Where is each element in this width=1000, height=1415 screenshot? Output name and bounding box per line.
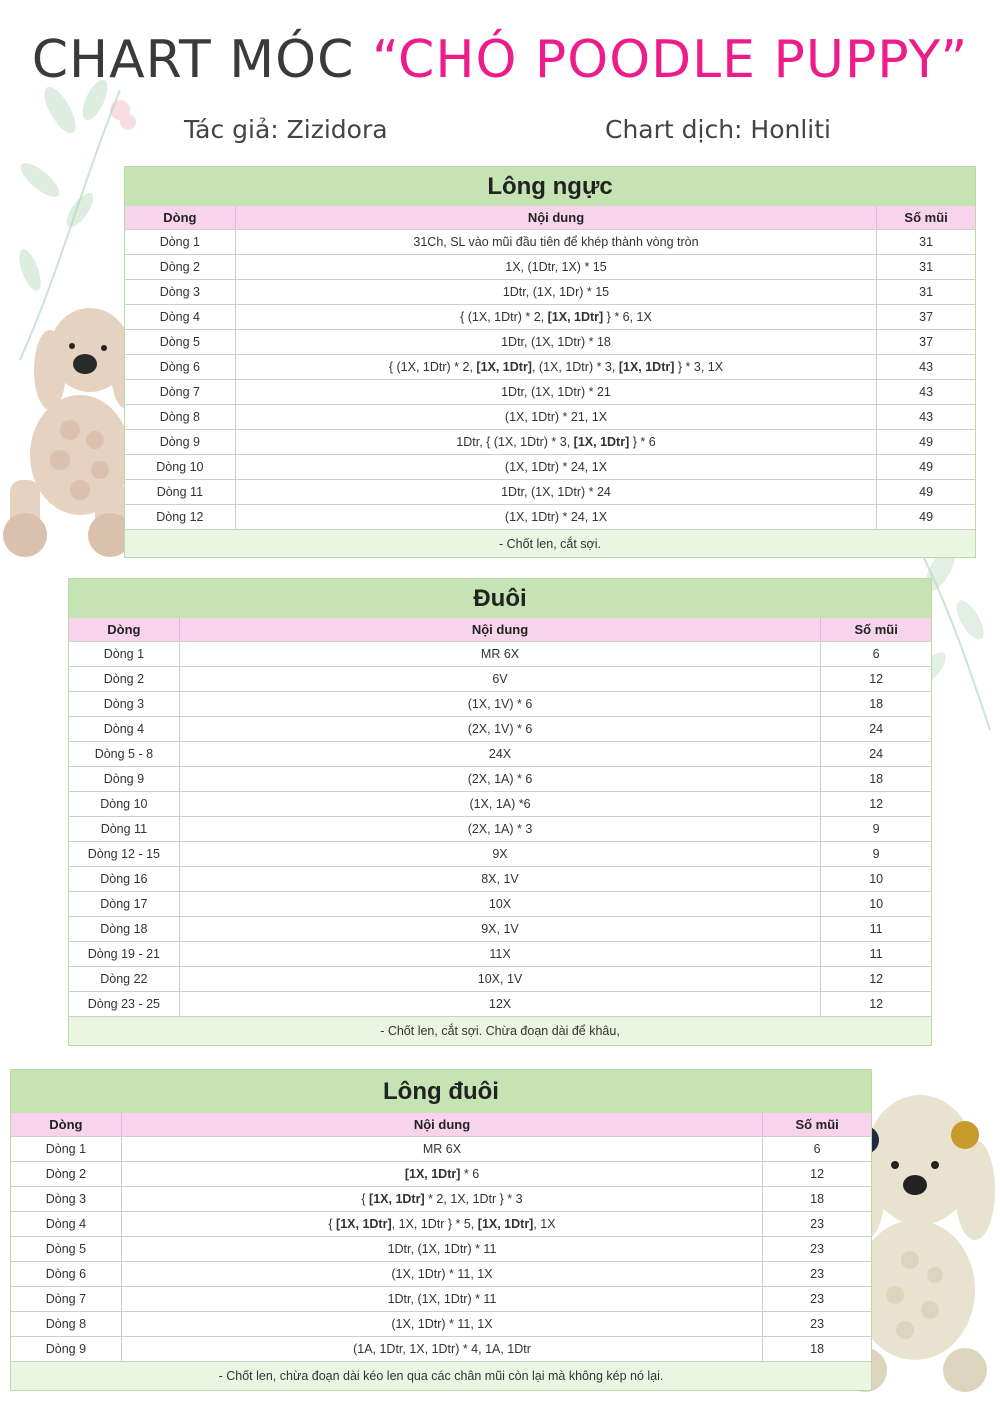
row-label: Dòng 8 [159, 410, 201, 424]
row-instruction [179, 942, 821, 966]
row-label: Dòng 2 [45, 1167, 87, 1181]
row-label: Dòng 3 [159, 285, 201, 299]
row-instruction [179, 892, 821, 916]
instruction-segment: 10X [488, 897, 512, 911]
row-label: Dòng 18 [100, 922, 148, 936]
row-instruction [179, 642, 821, 666]
instruction-segment: 6V [492, 672, 508, 686]
row-instruction [235, 355, 876, 379]
instruction-text [505, 410, 607, 424]
instruction-text [505, 460, 607, 474]
instruction-text [481, 872, 519, 886]
row-label: Dòng 17 [100, 897, 148, 911]
stitch-count: 23 [762, 1262, 871, 1286]
instruction-text [361, 1192, 522, 1206]
author-credit: Tác giả: Zizidora [184, 115, 388, 144]
instruction-segment: MR 6X [422, 1142, 462, 1156]
row-label: Dòng 10 [156, 460, 204, 474]
stitch-count: 12 [820, 992, 931, 1016]
row-label: Dòng 8 [45, 1317, 87, 1331]
instruction-segment: (2X, 1A) * 6 [467, 772, 533, 786]
table-row [11, 1186, 871, 1211]
stitch-count: 24 [820, 742, 931, 766]
row-instruction [179, 667, 821, 691]
row-instruction [235, 505, 876, 529]
table-row [11, 1261, 871, 1286]
row-label: Dòng 5 [159, 335, 201, 349]
row-label: Dòng 9 [45, 1342, 87, 1356]
stitch-count: 43 [876, 355, 975, 379]
table-row [69, 941, 931, 966]
stitch-count: 18 [820, 692, 931, 716]
stitch-count: 12 [762, 1162, 871, 1186]
instruction-bold-segment: [1X, 1Dtr] [404, 1167, 461, 1181]
row-instruction [235, 280, 876, 304]
table-row [125, 329, 975, 354]
row-instruction [121, 1287, 763, 1311]
row-label: Dòng 6 [159, 360, 201, 374]
instruction-segment: MR 6X [480, 647, 520, 661]
stitch-count: 6 [762, 1137, 871, 1161]
stitch-count: 18 [762, 1337, 871, 1361]
instruction-text [353, 1342, 531, 1356]
instruction-bold-segment: [1X, 1Dtr] [369, 1192, 425, 1206]
table-row [125, 379, 975, 404]
instruction-text [328, 1217, 555, 1231]
instruction-segment: 1X, (1Dtr, 1X) * 15 [505, 260, 607, 274]
instruction-bold-segment: [1X, 1Dtr] [547, 310, 604, 324]
instruction-text [503, 285, 609, 299]
instruction-segment: (1X, 1Dtr) * 24, 1X [504, 460, 608, 474]
row-instruction [121, 1162, 763, 1186]
table-row [69, 841, 931, 866]
row-instruction [179, 992, 821, 1016]
table-row [125, 479, 975, 504]
column-header-content: Nội dung [179, 618, 821, 641]
instruction-segment: , 1X [533, 1217, 556, 1231]
section-title: Lông đuôi [11, 1070, 871, 1113]
table-footer-note: - Chốt len, cắt sợi. [125, 529, 975, 557]
instruction-segment: 9X, 1V [481, 922, 519, 936]
table-row [11, 1286, 871, 1311]
instruction-text [468, 697, 533, 711]
row-label: Dòng 11 [100, 822, 148, 836]
column-header-row-number: Dòng [107, 622, 141, 637]
stitch-count: 11 [820, 942, 931, 966]
column-header-stitch-count: Số mũi [762, 1113, 871, 1136]
column-header-row [69, 618, 931, 641]
stitch-count: 9 [820, 842, 931, 866]
row-instruction [179, 742, 821, 766]
stitch-count: 9 [820, 817, 931, 841]
title-prefix: CHART MÓC [31, 30, 355, 90]
instruction-segment: 12X [488, 997, 512, 1011]
instruction-segment: 10X, 1V [477, 972, 523, 986]
stitch-count: 37 [876, 330, 975, 354]
row-instruction [235, 480, 876, 504]
instruction-text [501, 335, 611, 349]
stitch-count: 31 [876, 255, 975, 279]
instruction-text [388, 1292, 497, 1306]
row-instruction [235, 305, 876, 329]
instruction-segment: 24X [488, 747, 512, 761]
instruction-text [492, 847, 507, 861]
column-header-stitch-count: Số mũi [876, 206, 975, 229]
stitch-count: 49 [876, 505, 975, 529]
column-header-row [11, 1113, 871, 1136]
instruction-segment: { [361, 1192, 370, 1206]
row-instruction [235, 230, 876, 254]
instruction-bold-segment: [1X, 1Dtr] [573, 435, 630, 449]
row-label: Dòng 22 [100, 972, 148, 986]
instruction-segment: 1Dtr, (1X, 1Dtr) * 18 [501, 335, 611, 349]
instruction-text [391, 1317, 492, 1331]
table-row [69, 891, 931, 916]
table-row [125, 504, 975, 529]
row-label: Dòng 9 [103, 772, 145, 786]
instruction-segment: (2X, 1V) * 6 [467, 722, 533, 736]
translator-credit: Chart dịch: Honliti [605, 115, 832, 144]
stitch-count: 18 [762, 1187, 871, 1211]
row-label: Dòng 4 [103, 722, 145, 736]
section-title: Đuôi [69, 579, 931, 618]
instruction-segment: { (1X, 1Dtr) * 2, [460, 310, 548, 324]
stitch-count: 11 [820, 917, 931, 941]
stitch-count: 49 [876, 455, 975, 479]
instruction-segment: 9X [492, 847, 508, 861]
table-row [69, 816, 931, 841]
instruction-segment: 11X [489, 947, 511, 961]
instruction-text [460, 310, 652, 324]
table-row [69, 791, 931, 816]
instruction-segment: , (1X, 1Dtr) * 3, [531, 360, 619, 374]
row-label: Dòng 16 [100, 872, 148, 886]
table-row [125, 429, 975, 454]
stitch-count: 43 [876, 405, 975, 429]
instruction-segment: 31Ch, SL vào mũi đầu tiên để khép thành vòng tròn [413, 235, 699, 249]
instruction-segment: (1X, 1Dtr) * 24, 1X [504, 510, 608, 524]
table-row [69, 691, 931, 716]
row-label: Dòng 19 - 21 [87, 947, 161, 961]
column-header-content: Nội dung [235, 206, 876, 229]
instruction-text [481, 647, 519, 661]
table-row [125, 454, 975, 479]
row-label: Dòng 4 [159, 310, 201, 324]
stitch-count: 31 [876, 280, 975, 304]
stitch-count: 23 [762, 1212, 871, 1236]
instruction-segment: * 6 [460, 1167, 480, 1181]
stitch-count: 23 [762, 1287, 871, 1311]
instruction-segment: 1Dtr, (1X, 1Dtr) * 24 [501, 485, 611, 499]
table-row [69, 666, 931, 691]
instruction-text [389, 360, 723, 374]
table-row [69, 716, 931, 741]
stitch-count: 24 [820, 717, 931, 741]
row-label: Dòng 1 [159, 235, 201, 249]
row-label: Dòng 11 [156, 485, 204, 499]
row-label: Dòng 23 - 25 [87, 997, 161, 1011]
row-instruction [121, 1312, 763, 1336]
row-instruction [121, 1262, 763, 1286]
instruction-bold-segment: [1X, 1Dtr] [336, 1217, 392, 1231]
column-header-content: Nội dung [121, 1113, 763, 1136]
instruction-segment: } * 3, 1X [674, 360, 724, 374]
row-instruction [235, 330, 876, 354]
row-instruction [179, 767, 821, 791]
instruction-segment: (1X, 1Dtr) * 11, 1X [391, 1317, 493, 1331]
row-instruction [179, 967, 821, 991]
table-row [11, 1136, 871, 1161]
chart-table-duoi [68, 578, 932, 1046]
table-row [125, 254, 975, 279]
table-row [11, 1161, 871, 1186]
instruction-text [423, 1142, 461, 1156]
instruction-text [481, 922, 519, 936]
stitch-count: 10 [820, 892, 931, 916]
instruction-text [468, 772, 533, 786]
instruction-segment: (1X, 1Dtr) * 21, 1X [504, 410, 608, 424]
row-label: Dòng 3 [45, 1192, 87, 1206]
row-instruction [179, 817, 821, 841]
row-label: Dòng 12 - 15 [87, 847, 161, 861]
table-row [69, 991, 931, 1016]
table-row [69, 641, 931, 666]
row-label: Dòng 2 [103, 672, 145, 686]
table-row [69, 766, 931, 791]
table-row [69, 916, 931, 941]
instruction-segment: , 1X, 1Dtr } * 5, [391, 1217, 478, 1231]
instruction-segment: (1X, 1A) *6 [469, 797, 531, 811]
instruction-text [388, 1242, 497, 1256]
row-instruction [121, 1187, 763, 1211]
stitch-count: 12 [820, 967, 931, 991]
stitch-count: 43 [876, 380, 975, 404]
stitch-count: 6 [820, 642, 931, 666]
instruction-text [469, 797, 530, 811]
instruction-segment: 1Dtr, { (1X, 1Dtr) * 3, [456, 435, 574, 449]
instruction-text [501, 485, 611, 499]
instruction-segment: } * 6, 1X [603, 310, 652, 324]
table-row [69, 741, 931, 766]
table-footer-note: - Chốt len, cắt sợi. Chừa đoạn dài để khâu, [69, 1016, 931, 1045]
table-row [69, 866, 931, 891]
stitch-count: 49 [876, 430, 975, 454]
row-instruction [121, 1237, 763, 1261]
instruction-segment: (1X, 1V) * 6 [467, 697, 533, 711]
table-row [125, 404, 975, 429]
row-instruction [179, 717, 821, 741]
table-footer-note: - Chốt len, chừa đoạn dài kéo len qua các chân mũi còn lại mà không kép nó lại. [11, 1361, 871, 1390]
instruction-segment: 1Dtr, (1X, 1Dtr) * 11 [387, 1292, 497, 1306]
stitch-count: 23 [762, 1237, 871, 1261]
row-label: Dòng 5 - 8 [94, 747, 154, 761]
table-row [11, 1236, 871, 1261]
instruction-text [505, 510, 607, 524]
instruction-text [489, 997, 511, 1011]
stitch-count: 31 [876, 230, 975, 254]
row-label: Dòng 2 [159, 260, 201, 274]
row-label: Dòng 7 [45, 1292, 87, 1306]
row-instruction [179, 917, 821, 941]
row-instruction [179, 692, 821, 716]
stitch-count: 49 [876, 480, 975, 504]
row-instruction [235, 405, 876, 429]
instruction-text [456, 435, 655, 449]
instruction-segment: (2X, 1A) * 3 [467, 822, 533, 836]
row-instruction [121, 1337, 763, 1361]
chart-table-long-nguc [124, 166, 976, 558]
instruction-segment: 1Dtr, (1X, 1Dtr) * 11 [387, 1242, 497, 1256]
poodle-amigurumi-image-icon [0, 290, 140, 560]
column-header-row-number: Dòng [163, 210, 197, 225]
row-instruction [179, 867, 821, 891]
instruction-segment: (1A, 1Dtr, 1X, 1Dtr) * 4, 1A, 1Dtr [353, 1342, 531, 1356]
section-title: Lông ngực [125, 167, 975, 206]
row-label: Dòng 1 [45, 1142, 87, 1156]
instruction-text [413, 235, 698, 249]
table-row [125, 304, 975, 329]
instruction-text [478, 972, 522, 986]
stitch-count: 23 [762, 1312, 871, 1336]
instruction-segment: 8X, 1V [481, 872, 519, 886]
table-row [125, 279, 975, 304]
row-label: Dòng 12 [156, 510, 204, 524]
row-instruction [235, 455, 876, 479]
instruction-text [405, 1167, 479, 1181]
title-name: “CHÓ POODLE PUPPY” [371, 30, 969, 90]
row-instruction [179, 792, 821, 816]
instruction-text [468, 822, 533, 836]
instruction-segment: 1Dtr, (1X, 1Dtr) * 21 [501, 385, 611, 399]
instruction-text [489, 947, 510, 961]
row-label: Dòng 10 [100, 797, 148, 811]
table-row [11, 1311, 871, 1336]
row-instruction [179, 842, 821, 866]
table-row [125, 229, 975, 254]
row-label: Dòng 1 [103, 647, 145, 661]
row-instruction [235, 430, 876, 454]
table-row [69, 966, 931, 991]
instruction-segment: } * 6 [629, 435, 656, 449]
column-header-row-number: Dòng [49, 1117, 83, 1132]
instruction-bold-segment: [1X, 1Dtr] [618, 360, 675, 374]
stitch-count: 37 [876, 305, 975, 329]
row-label: Dòng 9 [159, 435, 201, 449]
chart-table-long-duoi [10, 1069, 872, 1391]
instruction-segment: { (1X, 1Dtr) * 2, [388, 360, 477, 374]
table-row [11, 1211, 871, 1236]
instruction-bold-segment: [1X, 1Dtr] [476, 360, 532, 374]
instruction-segment: { [328, 1217, 337, 1231]
instruction-text [505, 260, 606, 274]
instruction-bold-segment: [1X, 1Dtr] [477, 1217, 534, 1231]
stitch-count: 10 [820, 867, 931, 891]
row-label: Dòng 7 [159, 385, 201, 399]
row-instruction [121, 1212, 763, 1236]
instruction-text [492, 672, 507, 686]
instruction-text [468, 722, 533, 736]
stitch-count: 12 [820, 667, 931, 691]
row-label: Dòng 6 [45, 1267, 87, 1281]
row-instruction [235, 255, 876, 279]
row-label: Dòng 5 [45, 1242, 87, 1256]
row-label: Dòng 3 [103, 697, 145, 711]
column-header-row [125, 206, 975, 229]
instruction-text [489, 897, 511, 911]
instruction-segment: 1Dtr, (1X, 1Dr) * 15 [502, 285, 610, 299]
instruction-segment: (1X, 1Dtr) * 11, 1X [391, 1267, 493, 1281]
instruction-text [489, 747, 511, 761]
instruction-text [501, 385, 611, 399]
stitch-count: 18 [820, 767, 931, 791]
stitch-count: 12 [820, 792, 931, 816]
table-row [11, 1336, 871, 1361]
row-label: Dòng 4 [45, 1217, 87, 1231]
row-instruction [121, 1137, 763, 1161]
table-row [125, 354, 975, 379]
column-header-stitch-count: Số mũi [820, 618, 931, 641]
instruction-segment: * 2, 1X, 1Dtr } * 3 [424, 1192, 523, 1206]
instruction-text [391, 1267, 492, 1281]
row-instruction [235, 380, 876, 404]
